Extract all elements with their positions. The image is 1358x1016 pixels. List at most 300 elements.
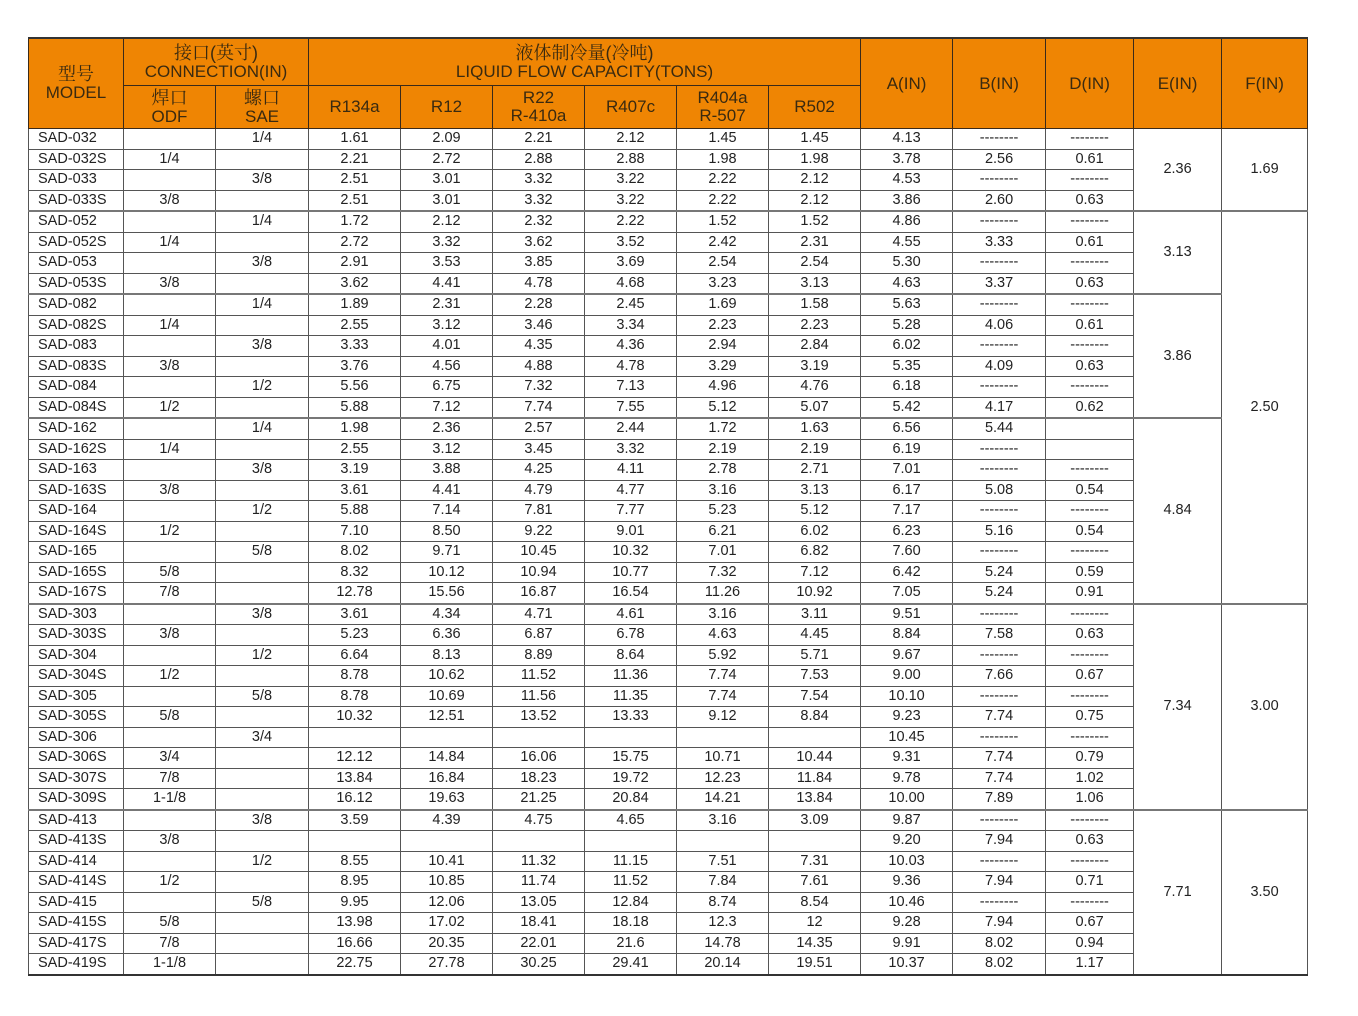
cell-odf: 3/4 [124,748,216,769]
cell-model: SAD-032 [29,129,124,150]
cell-model: SAD-413 [29,810,124,831]
cell-a: 5.42 [861,397,953,418]
cell-d: -------- [1046,460,1134,481]
cell-r22: 11.52 [493,666,585,687]
cell-r407c: 4.65 [585,810,677,831]
table-header [29,38,1308,129]
cell-odf [124,170,216,191]
cell-model: SAD-165 [29,542,124,563]
cell-r404a: 4.63 [677,625,769,646]
cell-r22: 11.32 [493,851,585,872]
cell-r12: 3.88 [401,460,493,481]
cell-a: 10.46 [861,892,953,913]
cell-r407c: 8.64 [585,645,677,666]
header-model-cn: 型号 [58,64,94,85]
cell-b: -------- [953,439,1046,460]
table-row [29,480,1308,501]
cell-a: 9.00 [861,666,953,687]
cell-r134a: 5.23 [309,625,401,646]
cell-r134a: 12.12 [309,748,401,769]
cell-model: SAD-162 [29,418,124,439]
cell-r134a: 2.51 [309,190,401,211]
cell-r134a: 8.32 [309,562,401,583]
cell-model: SAD-052 [29,211,124,232]
cell-a: 9.87 [861,810,953,831]
table-row [29,542,1308,563]
cell-r407c: 4.36 [585,336,677,357]
header-r502: R502 [769,86,861,129]
cell-r407c: 11.35 [585,686,677,707]
table-row [29,727,1308,748]
cell-sae: 1/4 [216,294,309,315]
cell-r134a: 8.95 [309,872,401,893]
cell-r407c: 2.12 [585,129,677,150]
cell-b: 8.02 [953,933,1046,954]
cell-r22: 13.05 [493,892,585,913]
cell-r404a: 1.45 [677,129,769,150]
cell-r407c: 4.61 [585,604,677,625]
cell-r22: 6.87 [493,625,585,646]
table-row [29,789,1308,810]
cell-d [1046,418,1134,439]
cell-odf: 1-1/8 [124,954,216,975]
cell-model: SAD-053S [29,273,124,294]
cell-sae [216,480,309,501]
cell-r134a: 3.33 [309,336,401,357]
cell-sae [216,872,309,893]
cell-r12: 6.36 [401,625,493,646]
cell-r12: 27.78 [401,954,493,975]
cell-r404a: 3.16 [677,480,769,501]
cell-model: SAD-164S [29,521,124,542]
cell-b: 5.16 [953,521,1046,542]
cell-r502: 3.19 [769,356,861,377]
cell-odf: 5/8 [124,913,216,934]
cell-r407c: 3.22 [585,190,677,211]
table-body [29,129,1308,975]
cell-odf: 3/8 [124,831,216,852]
cell-d: 0.71 [1046,872,1134,893]
cell-r12: 4.56 [401,356,493,377]
cell-a: 6.19 [861,439,953,460]
cell-sae [216,707,309,728]
header-d: D(IN) [1046,38,1134,129]
cell-odf [124,542,216,563]
cell-model: SAD-415 [29,892,124,913]
cell-r134a: 12.78 [309,583,401,604]
header-b: B(IN) [953,38,1046,129]
cell-a: 6.18 [861,377,953,398]
cell-sae: 3/8 [216,810,309,831]
cell-d: 1.02 [1046,768,1134,789]
cell-r12: 2.31 [401,294,493,315]
cell-r502: 1.45 [769,129,861,150]
cell-a: 10.37 [861,954,953,975]
cell-r404a: 2.54 [677,253,769,274]
cell-r12: 12.06 [401,892,493,913]
header-model-en: MODEL [45,83,107,103]
cell-r134a: 13.84 [309,768,401,789]
cell-r404a: 7.74 [677,686,769,707]
cell-b: 7.74 [953,768,1046,789]
header-connection-cn: 接口(英寸) [174,42,258,63]
cell-model: SAD-163 [29,460,124,481]
cell-e: 7.71 [1134,810,1222,975]
cell-r134a: 8.02 [309,542,401,563]
table-row [29,190,1308,211]
cell-a: 7.17 [861,501,953,522]
cell-r22: 30.25 [493,954,585,975]
table-row [29,604,1308,625]
table-row [29,439,1308,460]
table-row [29,831,1308,852]
cell-odf: 1/4 [124,439,216,460]
cell-b: -------- [953,810,1046,831]
cell-r404a: 2.19 [677,439,769,460]
cell-a: 5.30 [861,253,953,274]
header-connection-en: CONNECTION(IN) [144,61,288,81]
cell-odf [124,892,216,913]
cell-r12: 7.12 [401,397,493,418]
cell-r22: 18.41 [493,913,585,934]
header-capacity-cn: 液体制冷量(冷吨) [515,42,654,63]
cell-a: 9.51 [861,604,953,625]
cell-sae: 1/2 [216,645,309,666]
cell-d: 0.54 [1046,480,1134,501]
cell-r12: 6.75 [401,377,493,398]
cell-odf [124,686,216,707]
cell-a: 9.91 [861,933,953,954]
cell-a: 10.10 [861,686,953,707]
cell-r404a: 14.78 [677,933,769,954]
cell-b: -------- [953,851,1046,872]
table-row [29,521,1308,542]
cell-r12: 14.84 [401,748,493,769]
cell-r12: 10.85 [401,872,493,893]
cell-r404a: 5.12 [677,397,769,418]
cell-r12: 15.56 [401,583,493,604]
cell-d: -------- [1046,336,1134,357]
table-row [29,913,1308,934]
cell-b: -------- [953,170,1046,191]
cell-model: SAD-414 [29,851,124,872]
cell-d: 0.59 [1046,562,1134,583]
cell-r407c: 29.41 [585,954,677,975]
cell-r12: 4.39 [401,810,493,831]
table-row [29,625,1308,646]
cell-model: SAD-032S [29,149,124,170]
cell-sae: 3/4 [216,727,309,748]
cell-r502: 6.02 [769,521,861,542]
cell-r502: 7.31 [769,851,861,872]
cell-b: 5.44 [953,418,1046,439]
table-row [29,892,1308,913]
cell-odf: 1/2 [124,397,216,418]
cell-odf: 1/2 [124,872,216,893]
cell-model: SAD-304S [29,666,124,687]
cell-sae: 5/8 [216,542,309,563]
cell-a: 9.31 [861,748,953,769]
cell-r22: 4.78 [493,273,585,294]
cell-r134a: 1.72 [309,211,401,232]
cell-r12 [401,831,493,852]
cell-a: 9.28 [861,913,953,934]
cell-d: 0.67 [1046,666,1134,687]
cell-a: 4.55 [861,232,953,253]
cell-model: SAD-162S [29,439,124,460]
cell-d: -------- [1046,170,1134,191]
cell-r22: 3.45 [493,439,585,460]
cell-r502: 10.92 [769,583,861,604]
cell-a: 6.17 [861,480,953,501]
cell-odf: 7/8 [124,768,216,789]
cell-r407c: 3.32 [585,439,677,460]
cell-r12: 4.01 [401,336,493,357]
cell-a: 5.28 [861,315,953,336]
cell-r22: 2.32 [493,211,585,232]
cell-r407c: 7.77 [585,501,677,522]
cell-b: 7.74 [953,748,1046,769]
cell-sae: 3/8 [216,253,309,274]
cell-r502: 8.84 [769,707,861,728]
cell-r407c: 11.52 [585,872,677,893]
cell-odf: 7/8 [124,583,216,604]
cell-r12: 19.63 [401,789,493,810]
table-row [29,562,1308,583]
cell-r134a: 2.21 [309,149,401,170]
cell-a: 9.36 [861,872,953,893]
cell-r407c: 4.11 [585,460,677,481]
cell-b: 2.56 [953,149,1046,170]
table-row [29,768,1308,789]
table-row [29,232,1308,253]
cell-odf: 5/8 [124,562,216,583]
table-row [29,707,1308,728]
cell-d [1046,439,1134,460]
cell-f: 2.50 [1222,211,1308,604]
cell-a: 6.02 [861,336,953,357]
cell-r502: 2.12 [769,190,861,211]
cell-b: -------- [953,727,1046,748]
cell-r134a: 5.56 [309,377,401,398]
cell-r134a: 6.64 [309,645,401,666]
cell-r22: 4.75 [493,810,585,831]
cell-sae [216,315,309,336]
header-f: F(IN) [1222,38,1308,129]
cell-r502: 4.76 [769,377,861,398]
cell-r404a: 12.3 [677,913,769,934]
cell-d: 1.06 [1046,789,1134,810]
cell-e: 4.84 [1134,418,1222,604]
cell-r134a: 9.95 [309,892,401,913]
cell-r22: 22.01 [493,933,585,954]
cell-r404a: 3.23 [677,273,769,294]
cell-r502: 11.84 [769,768,861,789]
cell-sae [216,397,309,418]
cell-r134a: 2.51 [309,170,401,191]
cell-r407c: 18.18 [585,913,677,934]
cell-r407c: 7.55 [585,397,677,418]
cell-r404a: 6.21 [677,521,769,542]
cell-f: 3.50 [1222,810,1308,975]
cell-d: 0.61 [1046,149,1134,170]
cell-r134a: 2.55 [309,439,401,460]
cell-b: 7.74 [953,707,1046,728]
cell-r502: 4.45 [769,625,861,646]
cell-b: -------- [953,604,1046,625]
header-sae [216,86,309,129]
cell-r22: 16.06 [493,748,585,769]
cell-r404a: 2.22 [677,170,769,191]
cell-r404a: 2.22 [677,190,769,211]
header-connection [124,38,309,86]
cell-r404a: 5.23 [677,501,769,522]
cell-r407c: 10.77 [585,562,677,583]
cell-r22: 18.23 [493,768,585,789]
table-row [29,211,1308,232]
cell-r502: 1.98 [769,149,861,170]
cell-r407c: 3.69 [585,253,677,274]
cell-sae [216,562,309,583]
header-r12: R12 [401,86,493,129]
cell-r502: 6.82 [769,542,861,563]
cell-r407c: 3.22 [585,170,677,191]
cell-r22: 10.45 [493,542,585,563]
table-row [29,810,1308,831]
header-odf-cn: 焊口 [151,87,188,108]
cell-r12: 2.12 [401,211,493,232]
cell-a: 4.53 [861,170,953,191]
cell-r22: 4.88 [493,356,585,377]
cell-r12: 7.14 [401,501,493,522]
cell-a: 10.45 [861,727,953,748]
cell-r404a: 4.96 [677,377,769,398]
cell-sae [216,273,309,294]
cell-r22: 16.87 [493,583,585,604]
cell-odf [124,418,216,439]
cell-r502: 2.31 [769,232,861,253]
cell-d: -------- [1046,810,1134,831]
cell-a: 4.13 [861,129,953,150]
cell-r404a: 7.32 [677,562,769,583]
cell-odf [124,460,216,481]
cell-r12: 3.53 [401,253,493,274]
cell-odf: 1/4 [124,149,216,170]
cell-a: 6.56 [861,418,953,439]
cell-r134a: 22.75 [309,954,401,975]
cell-sae: 3/8 [216,604,309,625]
cell-r502: 1.63 [769,418,861,439]
cell-r134a: 3.61 [309,604,401,625]
cell-sae: 1/2 [216,377,309,398]
cell-r12: 10.69 [401,686,493,707]
cell-r134a [309,727,401,748]
cell-odf: 1/4 [124,232,216,253]
cell-r404a: 3.29 [677,356,769,377]
cell-r22: 4.71 [493,604,585,625]
cell-d: 0.63 [1046,625,1134,646]
cell-d: -------- [1046,851,1134,872]
cell-d: -------- [1046,211,1134,232]
cell-r12 [401,727,493,748]
header-e: E(IN) [1134,38,1222,129]
cell-a: 7.01 [861,460,953,481]
cell-r12: 3.32 [401,232,493,253]
cell-r22: 21.25 [493,789,585,810]
table-row [29,129,1308,150]
cell-r407c: 9.01 [585,521,677,542]
cell-d: 0.79 [1046,748,1134,769]
cell-sae [216,521,309,542]
cell-odf: 5/8 [124,707,216,728]
cell-r22: 7.32 [493,377,585,398]
cell-odf [124,294,216,315]
cell-r404a: 2.94 [677,336,769,357]
cell-d: 0.91 [1046,583,1134,604]
cell-a: 9.23 [861,707,953,728]
header-capacity [309,38,861,86]
cell-sae [216,439,309,460]
table-row [29,954,1308,975]
cell-d: -------- [1046,377,1134,398]
cell-d: 0.61 [1046,315,1134,336]
cell-r407c: 13.33 [585,707,677,728]
cell-r407c: 21.6 [585,933,677,954]
table-row [29,686,1308,707]
cell-r22: 3.85 [493,253,585,274]
cell-d: 1.17 [1046,954,1134,975]
cell-r407c: 11.15 [585,851,677,872]
cell-r134a: 16.12 [309,789,401,810]
cell-b: -------- [953,253,1046,274]
cell-r502: 12 [769,913,861,934]
cell-r404a: 7.84 [677,872,769,893]
cell-b: 7.66 [953,666,1046,687]
table-row [29,336,1308,357]
cell-b: -------- [953,129,1046,150]
cell-sae: 3/8 [216,170,309,191]
cell-b: 3.33 [953,232,1046,253]
cell-odf [124,810,216,831]
cell-odf: 1/2 [124,521,216,542]
cell-r407c: 20.84 [585,789,677,810]
cell-f: 1.69 [1222,129,1308,212]
cell-r22: 10.94 [493,562,585,583]
cell-odf [124,377,216,398]
cell-sae [216,913,309,934]
cell-a: 10.03 [861,851,953,872]
cell-model: SAD-305 [29,686,124,707]
table-row [29,377,1308,398]
cell-sae [216,625,309,646]
cell-r502 [769,727,861,748]
cell-d: -------- [1046,686,1134,707]
table-row [29,273,1308,294]
cell-r407c: 2.22 [585,211,677,232]
cell-b: 7.58 [953,625,1046,646]
cell-r134a: 2.55 [309,315,401,336]
cell-r404a [677,831,769,852]
cell-r404a: 10.71 [677,748,769,769]
cell-r134a: 8.55 [309,851,401,872]
cell-sae [216,149,309,170]
cell-sae [216,748,309,769]
cell-e: 3.13 [1134,211,1222,294]
cell-model: SAD-083 [29,336,124,357]
cell-r404a: 8.74 [677,892,769,913]
cell-model: SAD-082 [29,294,124,315]
cell-d: -------- [1046,727,1134,748]
